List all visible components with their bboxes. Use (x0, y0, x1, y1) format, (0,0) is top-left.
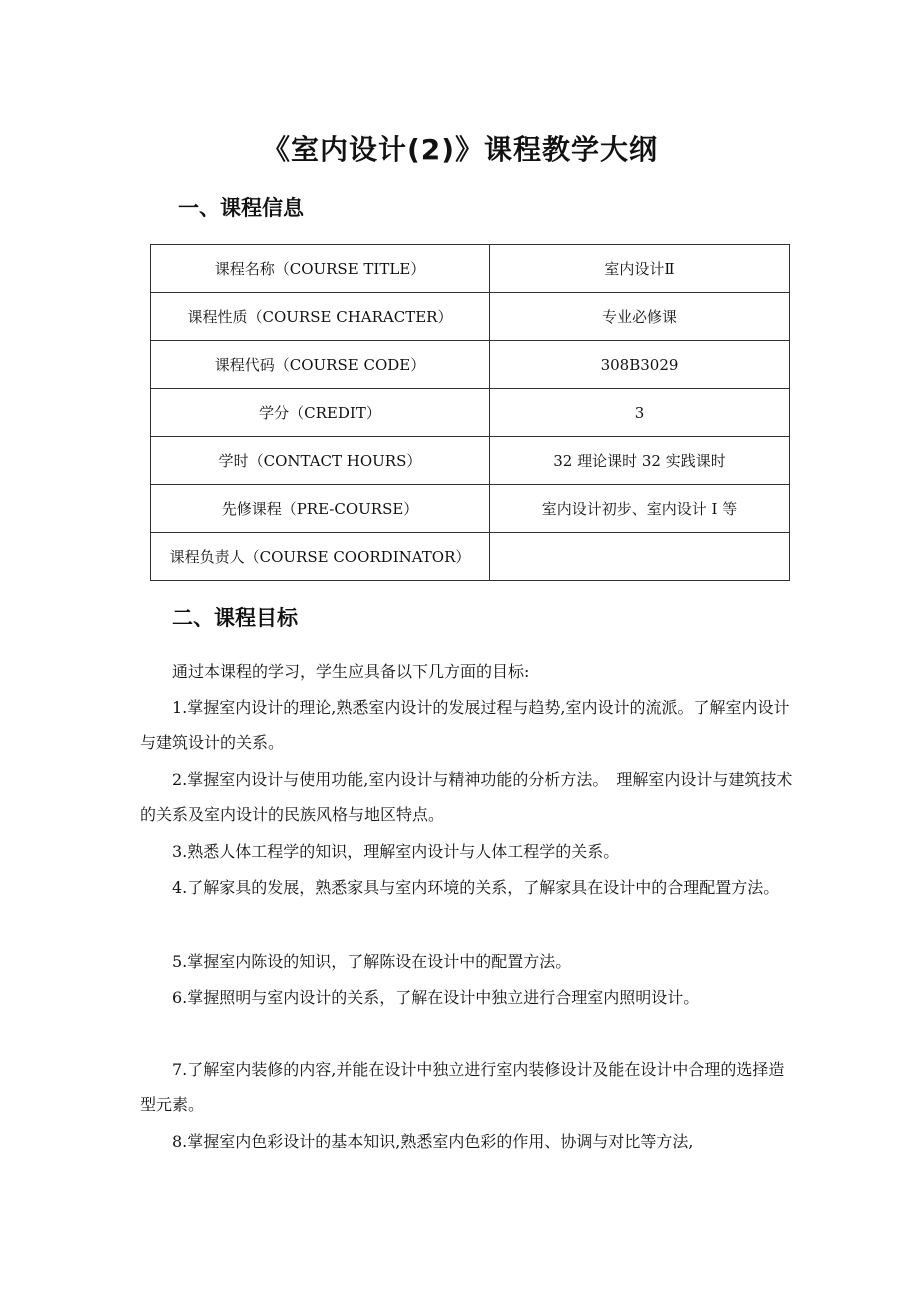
course-title-label: 课程名称（COURSE TITLE） (151, 245, 490, 293)
objectives-intro: 通过本课程的学习，学生应具备以下几方面的目标: (172, 662, 530, 681)
contact-hours-label: 学时（CONTACT HOURS） (151, 437, 490, 485)
objective-item-6: 6.掌握照明与室内设计的关系，了解在设计中独立进行合理室内照明设计。 (172, 988, 700, 1007)
objective-item-8: 8.掌握室内色彩设计的基本知识,熟悉室内色彩的作用、协调与对比等方法, (172, 1132, 694, 1151)
course-title-value: 室内设计Ⅱ (490, 245, 790, 293)
objective-item-1: 1.掌握室内设计的理论,熟悉室内设计的发展过程与趋势,室内设计的流派。了解室内设计与建筑设计的关系。 (140, 698, 790, 752)
course-code-label: 课程代码（COURSE CODE） (151, 341, 490, 389)
course-code-value: 308B3029 (490, 341, 790, 389)
document-title: 《室内设计(2)》课程教学大纲 (261, 133, 659, 166)
course-character-value: 专业必修课 (490, 293, 790, 341)
credit-label: 学分（CREDIT） (151, 389, 490, 437)
table-row (151, 341, 790, 389)
pre-course-value: 室内设计初步、室内设计 I 等 (490, 485, 790, 533)
course-coordinator-value (490, 533, 790, 581)
course-coordinator-label: 课程负责人（COURSE COORDINATOR） (151, 533, 490, 581)
contact-hours-value: 32 理论课时 32 实践课时 (490, 437, 790, 485)
objective-item-5: 5.掌握室内陈设的知识，了解陈设在设计中的配置方法。 (172, 952, 572, 971)
table-row (151, 533, 790, 581)
table-row (151, 437, 790, 485)
objective-item-3: 3.熟悉人体工程学的知识，理解室内设计与人体工程学的关系。 (172, 842, 620, 861)
table-row (151, 245, 790, 293)
course-info-table (150, 244, 790, 581)
objective-item-7: 7.了解室内装修的内容,并能在设计中独立进行室内装修设计及能在设计中合理的选择造型元素。 (140, 1060, 785, 1114)
credit-value: 3 (490, 389, 790, 437)
table-row (151, 485, 790, 533)
table-row (151, 389, 790, 437)
pre-course-label: 先修课程（PRE-COURSE） (151, 485, 490, 533)
section-heading-course-info: 一、课程信息 (178, 196, 304, 220)
objective-item-2: 2.掌握室内设计与使用功能,室内设计与精神功能的分析方法。 理解室内设计与建筑技术的关系及室内设计的民族风格与地区特点。 (140, 770, 793, 824)
course-character-label: 课程性质（COURSE CHARACTER） (151, 293, 490, 341)
objective-item-4: 4.了解家具的发展，熟悉家具与室内环境的关系，了解家具在设计中的合理配置方法。 (172, 878, 780, 897)
table-row (151, 293, 790, 341)
section-heading-course-objectives: 二、课程目标 (172, 606, 298, 630)
